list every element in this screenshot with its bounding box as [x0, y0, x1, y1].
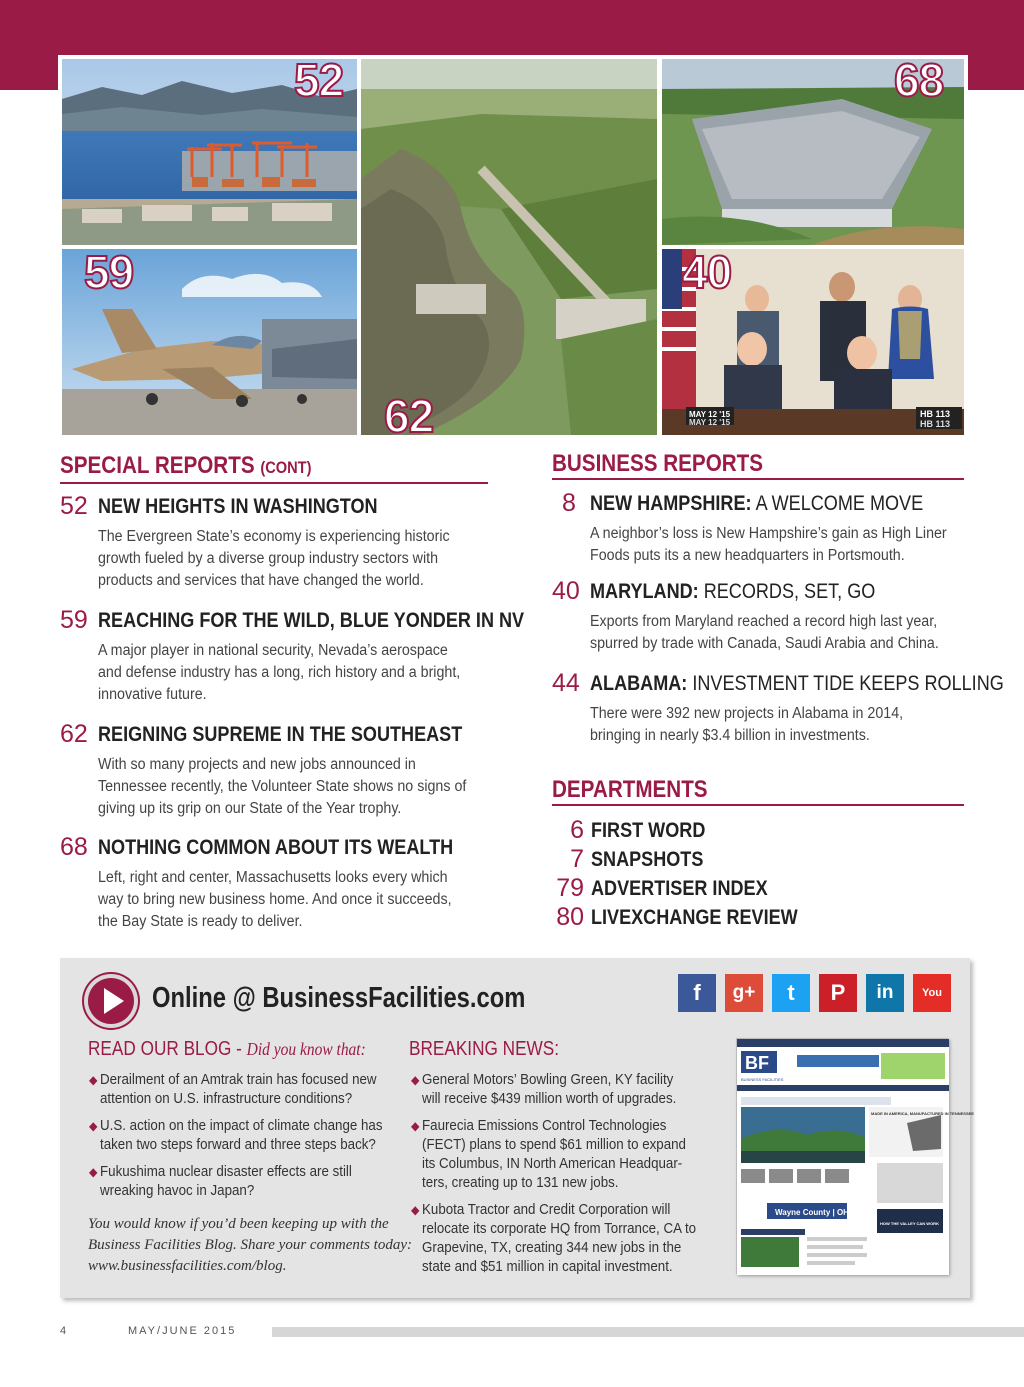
department-title: FIRST WORD	[591, 819, 706, 842]
business-reports-heading: BUSINESS REPORTS	[552, 450, 764, 477]
business-report-item[interactable]	[552, 489, 972, 569]
business-reports-rule	[552, 478, 964, 480]
blog-bullet[interactable]: ◆ U.S. action on the impact of climate change has taken two steps forward and three steps back?	[88, 1118, 383, 1153]
bullet-icon: ◆	[410, 1073, 420, 1087]
linkedin-icon[interactable]: in	[866, 974, 904, 1012]
report-title: NOTHING COMMON ABOUT ITS WEALTH	[98, 836, 454, 859]
department-title: ADVERTISER INDEX	[591, 877, 768, 900]
report-description: The Evergreen State’s economy is experiencing historic growth fueled by a diverse group industry sectors with products and services that have changed the world.	[98, 528, 450, 589]
footer-page-number: 4	[60, 1325, 67, 1337]
page-number: 40	[552, 577, 580, 605]
youtube-icon[interactable]: You	[913, 974, 951, 1012]
photo-number-59: 59	[84, 246, 134, 298]
bullet-icon: ◆	[410, 1203, 420, 1217]
report-title: NEW HAMPSHIRE: A WELCOME MOVE	[590, 492, 924, 515]
sign-date-1: MAY 12 '15	[689, 410, 731, 419]
news-bullet[interactable]: ◆ General Motors’ Bowling Green, KY facility will receive $439 million worth of upgrades.	[410, 1072, 677, 1107]
google-plus-icon[interactable]: g+	[725, 974, 763, 1012]
photo-number-68: 68	[894, 54, 944, 106]
thumb-logo: BF	[745, 1053, 769, 1073]
department-title: SNAPSHOTS	[591, 848, 704, 871]
news-heading: BREAKING NEWS:	[409, 1038, 560, 1060]
bullet-icon: ◆	[88, 1119, 98, 1133]
department-item[interactable]	[552, 874, 932, 902]
sign-date-2: MAY 12 '15	[689, 418, 731, 427]
page-number: 44	[552, 669, 580, 697]
twitter-icon[interactable]: t	[772, 974, 810, 1012]
footer-bar	[272, 1327, 1024, 1337]
report-description: Left, right and center, Massachusetts looks every which way to bring new business home. And once it succeeds, the Bay State is ready to deliver.	[98, 869, 452, 930]
online-box	[60, 958, 974, 1298]
bullet-icon: ◆	[88, 1165, 98, 1179]
report-title: REIGNING SUPREME IN THE SOUTHEAST	[98, 723, 463, 746]
blog-bullet[interactable]: ◆ Fukushima nuclear disaster effects are still wreaking havoc in Japan?	[88, 1164, 352, 1199]
report-title: ALABAMA: INVESTMENT TIDE KEEPS ROLLING	[590, 672, 1004, 695]
sign-bill-1: HB 113	[920, 409, 951, 419]
thumb-ad: HOW THE VALLEY CAN WORK	[880, 1221, 939, 1226]
page-number: 80	[556, 903, 584, 931]
thumb-logo-sub: BUSINESS FACILITIES	[741, 1077, 784, 1082]
report-description: A major player in national security, Nevada’s aerospace and defense industry has a long, rich history and a bright, innovative future.	[98, 642, 461, 703]
website-thumbnail[interactable]	[736, 1038, 974, 1274]
photo-number-62: 62	[384, 390, 434, 442]
news-bullet[interactable]: ◆ Faurecia Emissions Control Technologies (FECT) plans to spend $61 million to expand its Columbus, IN North American Headquar- ters, creating up to 131 new jobs.	[410, 1118, 686, 1191]
special-reports-title: SPECIAL REPORTS	[60, 452, 255, 479]
department-item[interactable]	[552, 816, 932, 844]
departments-heading: DEPARTMENTS	[552, 776, 708, 803]
footer-issue-date: MAY/JUNE 2015	[128, 1325, 237, 1337]
report-title: REACHING FOR THE WILD, BLUE YONDER IN NV	[98, 609, 525, 632]
sign-bill-2: HB 113	[920, 419, 951, 429]
page-number: 52	[60, 492, 88, 520]
page-number: 79	[556, 874, 584, 902]
special-report-item[interactable]	[60, 606, 525, 706]
page-number: 6	[570, 816, 584, 844]
special-report-item[interactable]	[60, 492, 490, 592]
facebook-icon[interactable]: f	[678, 974, 716, 1012]
special-report-item[interactable]	[60, 720, 490, 820]
report-title: NEW HEIGHTS IN WASHINGTON	[98, 495, 378, 518]
news-bullet[interactable]: ◆ Kubota Tractor and Credit Corporation will relocate its corporate HQ from Torrance, CA to Grapevine, TX, creating 344 new jobs in the state and $51 million in capital investment.	[410, 1202, 697, 1275]
department-title: LIVEXCHANGE REVIEW	[591, 906, 798, 929]
blog-heading[interactable]: READ OUR BLOG - Did you know that:	[88, 1038, 366, 1060]
page-number: 7	[570, 845, 584, 873]
blog-note[interactable]: You would know if you’d been keeping up with the Business Facilities Blog. Share your comments today: www.businessfacilities.com/blog.	[88, 1216, 412, 1274]
photo-number-40: 40	[682, 246, 732, 298]
department-item[interactable]	[552, 903, 932, 931]
department-item[interactable]	[552, 845, 932, 873]
thumb-side-text: MADE IN AMERICA, MANUFACTURED IN TENNESSEE	[871, 1111, 974, 1116]
business-report-item[interactable]	[552, 669, 1004, 749]
page-number: 8	[562, 489, 576, 517]
photo-number-52: 52	[294, 54, 344, 106]
business-report-item[interactable]	[552, 577, 972, 657]
page-number: 59	[60, 606, 88, 634]
special-report-item[interactable]	[60, 833, 490, 933]
page-number: 62	[60, 720, 88, 748]
report-description: Exports from Maryland reached a record high last year, spurred by trade with Canada, Saudi Arabia and China.	[590, 613, 939, 652]
play-icon[interactable]	[84, 974, 138, 1028]
photo-aerial-tennessee	[361, 59, 657, 435]
special-reports-heading	[60, 452, 311, 480]
departments-rule	[552, 804, 964, 806]
special-reports-suffix: (CONT)	[260, 458, 312, 477]
pinterest-icon[interactable]: P	[819, 974, 857, 1012]
page-number: 68	[60, 833, 88, 861]
bullet-icon: ◆	[88, 1073, 98, 1087]
report-title: MARYLAND: RECORDS, SET, GO	[590, 580, 876, 603]
bullet-icon: ◆	[410, 1119, 420, 1133]
photo-collage	[58, 54, 968, 442]
report-description: There were 392 new projects in Alabama in 2014, bringing in nearly $3.4 billion in investments.	[590, 705, 904, 744]
special-reports-rule	[60, 482, 488, 484]
online-title[interactable]: Online @ BusinessFacilities.com	[152, 982, 526, 1014]
blog-bullet[interactable]: ◆ Derailment of an Amtrak train has focused new attention on U.S. infrastructure conditions?	[88, 1072, 377, 1107]
thumb-banner: Wayne County | OHIO	[775, 1208, 858, 1217]
report-description: A neighbor’s loss is New Hampshire’s gain as High Liner Foods puts its a new headquarters in Portsmouth.	[590, 525, 947, 564]
report-description: With so many projects and new jobs announced in Tennessee recently, the Volunteer State shows no signs of giving up its grip on our State of the Year trophy.	[98, 756, 467, 817]
